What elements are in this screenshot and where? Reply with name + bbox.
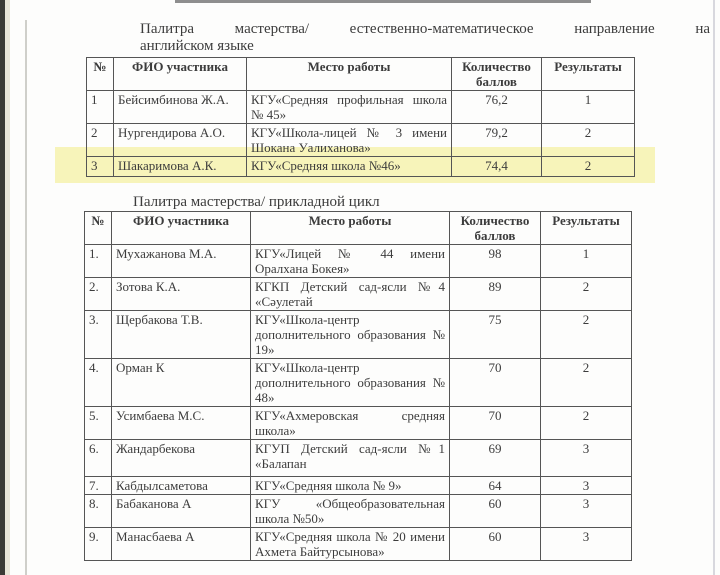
row-number-cell: 1. [85, 245, 112, 278]
header-name: ФИО участника [112, 212, 251, 245]
score-cell: 69 [450, 440, 541, 477]
header-num: № [85, 212, 112, 245]
table-row [85, 477, 632, 495]
participant-name-cell: Нургендирова А.О. [114, 124, 247, 157]
participant-name-cell: Манасбаева А [112, 528, 251, 561]
section1-title-line2: английском языке [140, 38, 254, 54]
score-cell: 98 [450, 245, 541, 278]
result-cell: 3 [541, 528, 632, 561]
table-header-row [85, 212, 632, 245]
header-result: Результаты [542, 58, 635, 91]
result-cell: 2 [541, 407, 632, 440]
table-row [85, 440, 632, 477]
scan-edge-light [5, 0, 10, 575]
result-cell: 3 [541, 495, 632, 528]
table-row [85, 278, 632, 311]
section2-title: Палитра мастерства/ прикладной цикл [133, 194, 380, 210]
participant-name-cell: Бабаканова А [112, 495, 251, 528]
participant-name-cell: Жандарбекова [112, 440, 251, 477]
table-row [85, 245, 632, 278]
participant-name-cell: Бейсимбинова Ж.А. [114, 91, 247, 124]
page-right-edge [713, 0, 715, 575]
result-cell: 2 [541, 278, 632, 311]
workplace-cell: КГУ«Лицей № 44 имени Оралхана Бокея» [251, 245, 450, 278]
workplace-cell: КГУ «Общеобразовательная школа №50» [251, 495, 450, 528]
header-workplace: Место работы [247, 58, 452, 91]
row-number-cell: 4. [85, 359, 112, 407]
score-cell: 74,4 [452, 157, 542, 177]
result-cell: 2 [542, 124, 635, 157]
participant-name-cell: Мухажанова М.А. [112, 245, 251, 278]
table-row [85, 528, 632, 561]
row-number-cell: 6. [85, 440, 112, 477]
score-cell: 89 [450, 278, 541, 311]
participant-name-cell: Усимбаева М.С. [112, 407, 251, 440]
score-cell: 70 [450, 359, 541, 407]
score-cell: 60 [450, 528, 541, 561]
header-result: Результаты [541, 212, 632, 245]
workplace-cell: КГУ«Средняя школа №46» [247, 157, 452, 177]
row-number-cell: 2. [85, 278, 112, 311]
workplace-cell: КГУ«Средняя школа № 20 имени Ахмета Байтурсынова» [251, 528, 450, 561]
section1-title-line1: Палитра мастерства/ естественно-математическое направление на [140, 21, 710, 37]
header-score: Количество баллов [450, 212, 541, 245]
row-number-cell: 5. [85, 407, 112, 440]
row-number-cell: 3. [85, 311, 112, 359]
score-cell: 64 [450, 477, 541, 495]
participant-name-cell: Щербакова Т.В. [112, 311, 251, 359]
result-cell: 3 [541, 477, 632, 495]
header-workplace: Место работы [251, 212, 450, 245]
workplace-cell: КГУ«Средняя профильная школа № 45» [247, 91, 452, 124]
table-row [87, 91, 635, 124]
row-number-cell: 1 [87, 91, 114, 124]
table-row [87, 124, 635, 157]
row-number-cell: 7. [85, 477, 112, 495]
row-number-cell: 3 [87, 157, 114, 177]
section2-table [84, 211, 632, 561]
section1-table [86, 57, 635, 177]
table-row [85, 359, 632, 407]
score-cell: 75 [450, 311, 541, 359]
table-row [87, 157, 635, 177]
participant-name-cell: Зотова К.А. [112, 278, 251, 311]
header-score: Количество баллов [452, 58, 542, 91]
table-header-row [87, 58, 635, 91]
score-cell: 76,2 [452, 91, 542, 124]
score-cell: 70 [450, 407, 541, 440]
workplace-cell: КГУ«Школа-центр дополнительного образования № 48» [251, 359, 450, 407]
workplace-cell: КГУП Детский сад-ясли №1 «Балапан [251, 440, 450, 477]
result-cell: 2 [541, 359, 632, 407]
score-cell: 60 [450, 495, 541, 528]
result-cell: 3 [541, 440, 632, 477]
table-row [85, 407, 632, 440]
row-number-cell: 8. [85, 495, 112, 528]
workplace-cell: КГКП Детский сад-ясли №4 «Сәулетай [251, 278, 450, 311]
row-number-cell: 9. [85, 528, 112, 561]
participant-name-cell: Шакаримова А.К. [114, 157, 247, 177]
result-cell: 2 [542, 157, 635, 177]
workplace-cell: КГУ«Школа-лицей № 3 имени Шокана Уалиханова» [247, 124, 452, 157]
workplace-cell: КГУ«Средняя школа № 9» [251, 477, 450, 495]
workplace-cell: КГУ«Школа-центр дополнительного образования № 19» [251, 311, 450, 359]
page-fold-line [25, 20, 27, 575]
participant-name-cell: Орман К [112, 359, 251, 407]
result-cell: 2 [541, 311, 632, 359]
table-row [85, 495, 632, 528]
row-number-cell: 2 [87, 124, 114, 157]
header-num: № [87, 58, 114, 91]
workplace-cell: КГУ«Ахмеровская средняя школа» [251, 407, 450, 440]
header-name: ФИО участника [114, 58, 247, 91]
table-row [85, 311, 632, 359]
result-cell: 1 [541, 245, 632, 278]
participant-name-cell: Кабдылсаметова [112, 477, 251, 495]
result-cell: 1 [542, 91, 635, 124]
top-scan-bar [175, 0, 591, 3]
score-cell: 79,2 [452, 124, 542, 157]
